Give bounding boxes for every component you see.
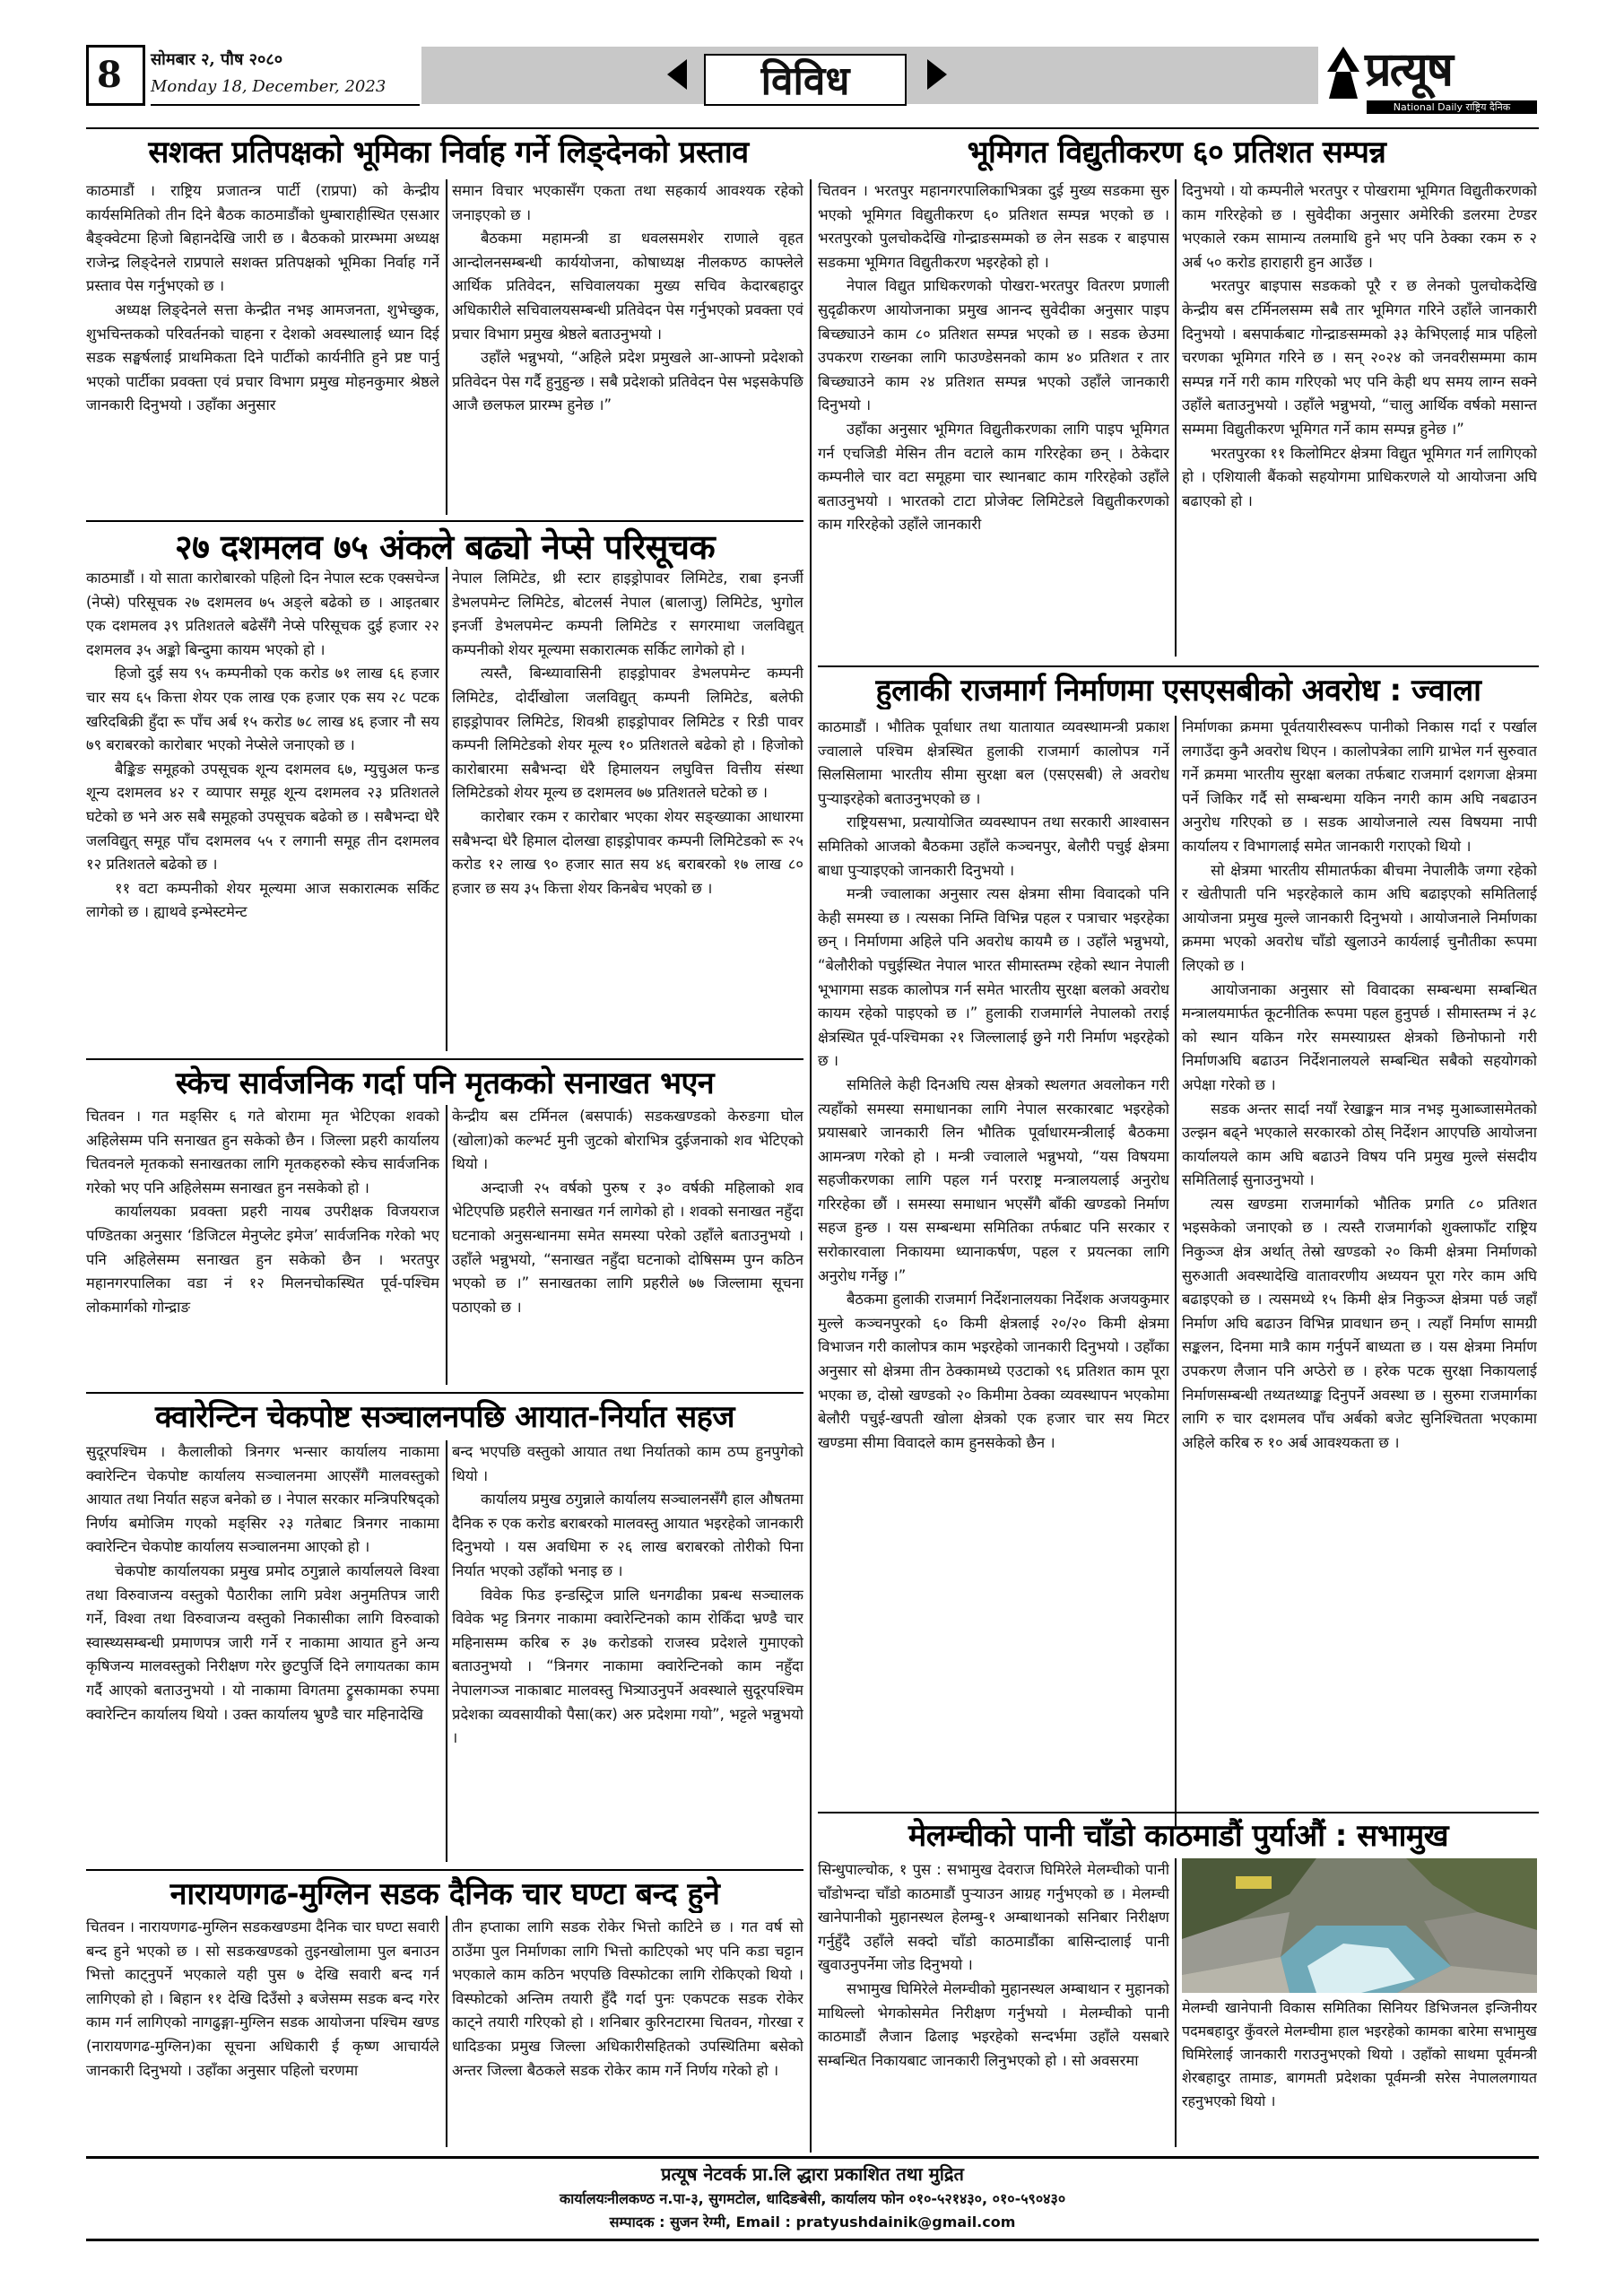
column-rule (1175, 179, 1177, 657)
paragraph: मन्त्री ज्वालाका अनुसार त्यस क्षेत्रमा सीमा विवादको पनि केही समस्या छ । त्यसका निम्ति विभिन्न पहल र पत्राचार भइरहेका छन् । निर्माणमा अहिले पनि अवरोध कायमै छ । उहाँले भन्नुभयो, “बेलौरीको पचुईस्थित नेपाल भारत सीमास्तम्भ रहेको स्थान नेपाली भूभागमा सडक कालोपत्र गर्न समेत भारतीय सुरक्षा बलको अवरोध कायम रहेको पाइएको छ ।” हुलाकी राजमार्गले नेपालको तराई क्षेत्रस्थित पूर्व-पश्चिमका २१ जिल्लालाई छुने गरी निर्माण भइरहेको छ । (818, 885, 1169, 1070)
paragraph: विवेक फिड इन्डस्ट्रिज प्रालि धनगढीका प्रबन्ध सञ्चालक विवेक भट्ट त्रिनगर नाकामा क्वारेन्टिनको काम रोकिँदा भ्रण्डै चार महिनासम्म करिब रु ३७ करोडको राजस्व प्रदेशले गुमाएको बताउनुभयो । “त्रिनगर नाकामा क्वारेन्टिनको काम नहुँदा नेपालगञ्ज नाकाबाट मालवस्तु भित्र्याउनुपर्ने अवस्थाले सुदूरपश्चिम प्रदेशका व्यवसायीको पैसा(कर) अरु प्रदेशमा गयो”, भट्टले भन्नुभयो । (452, 1586, 803, 1747)
paragraph: बैठकमा महामन्त्री डा धवलसमशेर राणाले वृहत आन्दोलनसम्बन्धी कार्ययोजना, कोषाध्यक्ष नीलकण्ठ काफ्लेले आर्थिक प्रतिवेदन, सचिवालयका मुख्य सचिव केदारबहादुर अधिकारीले सचिवालयसम्बन्धी प्रतिवेदन पेस गर्नुभएको प्रवक्ता एवं प्रचार विभाग प्रमुख श्रेष्ठले बताउनुभयो । (452, 230, 803, 343)
paragraph: अन्दाजी २५ वर्षको पुरुष र ३० वर्षकी महिलाको शव भेटिएपछि प्रहरीले सनाखत गर्न लागेको हो । शवको सनाखत नहुँदा घटनाको अनुसन्धानमा समेत समस्या परेको उहाँले बताउनुभयो । उहाँले भन्नुभयो, “सनाखत नहुँदा घटनाको दोषिसम्म पुग्न कठिन भएको छ ।” सनाखतका लागि प्रहरीले ७७ जिल्लामा सूचना पठाएको छ । (452, 1178, 803, 1316)
headline-5: नारायणगढ-मुग्लिन सडक दैनिक चार घण्टा बन्द हुने (169, 1876, 720, 1912)
column-rule (446, 179, 447, 515)
headline-7: हुलाकी राजमार्ग निर्माणमा एसएसबीको अवरोध : ज्वाला (875, 673, 1481, 709)
column-rule (1175, 1858, 1177, 2147)
article-7-col1 (818, 716, 1169, 1831)
paragraph: काठमाडौं । राष्ट्रिय प्रजातन्त्र पार्टी (राप्रपा) को केन्द्रीय कार्यसमितिको तीन दिने बैठक काठमाडौंको धुम्बाराहीस्थित एसआर बैङ्क्वेटमा हिजो बिहानदेखि जारी छ । बैठकको प्रारम्भमा अध्यक्ष राजेन्द्र लिङ्देनले राप्रपाले सशक्त प्रतिपक्षको भूमिका निर्वाह गर्ने प्रस्ताव पेस गर्नुभएको छ । (86, 182, 439, 295)
paragraph: काठमाडौं । भौतिक पूर्वाधार तथा यातायात व्यवस्थामन्त्री प्रकाश ज्वालाले पश्चिम क्षेत्रस्थित हुलाकी राजमार्ग कालोपत्र गर्ने सिलसिलामा भारतीय सीमा सुरक्षा बल (एसएसबी) ले अवरोध पुऱ्याइरहेको बताउनुभएको छ । (818, 718, 1169, 807)
paragraph: नेपाल लिमिटेड, थ्री स्टार हाइड्रोपावर लिमिटेड, राबा इनर्जी डेभलपमेन्ट लिमिटेड, बोटलर्स नेपाल (बालाजु) लिमिटेड, भुगोल इनर्जी डेभलपमेन्ट कम्पनी लिमिटेड र सगरमाथा जलविद्युत् कम्पनीको शेयर मूल्यमा सकारात्मक सर्किट लागेको हो । (452, 570, 803, 658)
article-3-col2 (452, 1105, 803, 1390)
article-4-col1 (86, 1440, 439, 1867)
paragraph: सिन्धुपाल्चोक, १ पुस : सभामुख देवराज घिमिरेले मेलम्चीको पानी चाँडोभन्दा चाँडो काठमाडौं पुऱ्याउन आग्रह गर्नुभएको छ । मेलम्ची खानेपानीको मुहानस्थल हेलम्बु-१ अम्बाथानको सनिबार निरीक्षण गर्नुहुँदै उहाँले सक्दो चाँडो काठमाडौंका बासिन्दालाई पानी खुवाउनुपर्नेमा जोड दिनुभयो । (818, 1861, 1169, 1974)
paragraph: निर्माणका क्रममा पूर्वतयारीस्वरूप पानीको निकास गर्दा र पर्खाल लगाउँदा कुनै अवरोध थिएन । कालोपत्रेका लागि ग्राभेल गर्न सुरुवात गर्ने क्रममा भारतीय सुरक्षा बलका तर्फबाट राजमार्ग दशगजा क्षेत्रमा पर्ने जिकिर गर्दै सो सम्बन्धमा यकिन नगरी काम अघि नबढाउन अनुरोध गरिएको छ । सडक आयोजनाले त्यस विषयमा नापी कार्यालय र विभागलाई समेत जानकारी गराएको थियो । (1182, 718, 1537, 855)
article-3-col1 (86, 1105, 439, 1390)
date-block (151, 47, 420, 106)
paragraph: बन्द भएपछि वस्तुको आयात तथा निर्यातको काम ठप्प हुनपुगेको थियो । (452, 1443, 803, 1484)
paragraph: चेकपोष्ट कार्यालयका प्रमुख प्रमोद ठगुन्नाले कार्यालयले विश्वा तथा विरुवाजन्य वस्तुको पैठारीका लागि प्रवेश अनुमतिपत्र जारी गर्ने, विश्वा तथा विरुवाजन्य वस्तुको निकासीका लागि विरुवाको स्वास्थ्यसम्बन्धी प्रमाणपत्र जारी गर्ने र नाकामा आयात हुने अन्य कृषिजन्य मालवस्तुको निरीक्षण गरेर छुटपुर्जि दिने लगायतका काम गर्दै आएको बताउनुभयो । यो नाकामा विगतमा ट्रुसकामका रुपमा क्वारेन्टिन कार्यालय थियो । उक्त कार्यालय भ्रुण्डै चार महिनादेखि (86, 1561, 439, 1723)
footer-rule (86, 2156, 1539, 2159)
divider (86, 520, 803, 522)
paragraph: काठमाडौं । यो साता कारोबारको पहिलो दिन नेपाल स्टक एक्सचेन्ज (नेप्से) परिसूचक २७ दशमलव ७५ अङ्ले बढेको छ । आइतबार एक दशमलव ३९ प्रतिशतले बढेसँगै नेप्से परिसूचक दुई हजार २२ दशमलव ३५ अङ्को बिन्दुमा कायम भएको हो । (86, 570, 439, 658)
paragraph: भरतपुर बाइपास सडकको पूरै र छ लेनको पुलचोकदेखि केन्द्रीय बस टर्मिनलसम्म सबै तार भूमिगत गरिने उहाँले जानकारी दिनुभयो । बसपार्कबाट गोन्द्राङसम्मको ३३ केभिएलाई मात्र पहिलो चरणका भूमिगत गरिने छ । सन् २०२४ को जनवरीसम्ममा काम सम्पन्न गर्ने गरी काम गरिएको भए पनि केही थप समय लाग्न सक्ने उहाँले बताउनुभयो । उहाँले भन्नुभयो, “चालु आर्थिक वर्षको मसान्त सम्ममा विद्युतीकरण भूमिगत गर्ने काम सम्पन्न हुनेछ ।” (1182, 277, 1537, 438)
paragraph: कारोबार रकम र कारोबार भएका शेयर सङ्ख्याका आधारमा सबैभन्दा धेरै हिमाल दोलखा हाइड्रोपावर कम्पनी लिमिटेडको रू २५ करोड १२ लाख ९० हजार सात सय ४६ बराबरको १७ लाख ८० हजार छ सय ३५ कित्ता शेयर किनबेच भएको छ । (452, 807, 803, 897)
paragraph: त्यस खण्डमा राजमार्गको भौतिक प्रगति ८० प्रतिशत भइसकेको जनाएको छ । त्यस्तै राजमार्गको शुक्लाफाँट राष्ट्रिय निकुञ्ज क्षेत्र अर्थात् तेस्रो खण्डको २० किमी क्षेत्रमा निर्माणको सुरुआती अवस्थादेखि वातावरणीय अध्ययन पूरा गरेर काम अघि बढाइएको छ । त्यसमध्ये १५ किमी क्षेत्र निकुञ्ज क्षेत्रमा पर्छ जहाँ निर्माण अघि बढाउन विभिन्न प्रावधान छन् । त्यहाँ निर्माण सामग्री सङ्कलन, दिनमा मात्रै काम गर्नुपर्ने बाध्यता छ । यस क्षेत्रमा निर्माण उपकरण लैजान पनि अप्ठेरो छ । हरेक पटक सुरक्षा निकायलाई निर्माणसम्बन्धी तथ्यतथ्याङ्क दिनुपर्ने अवस्था छ । सुरुमा राजमार्गका लागि रु चार दशमलव पाँच अर्बको बजेट सुनिश्चितता भएकामा अहिले करिब रु १० अर्ब आवश्यकता छ । (1182, 1195, 1537, 1451)
footer-editor-email: सम्पादक : सुजन रेग्मी, Email : pratyushdainik@gmail.com (609, 2213, 1016, 2231)
headline-3: स्केच सार्वजनिक गर्दा पनि मृतकको सनाखत भएन (175, 1065, 715, 1101)
column-rule (446, 1916, 447, 2147)
divider (86, 1869, 803, 1871)
paragraph: समितिले केही दिनअघि त्यस क्षेत्रको स्थलगत अवलोकन गरी त्यहाँको समस्या समाधानका लागि नेपाल सरकारबाट भइरहेको प्रयासबारे जानकारी लिन भौतिक पूर्वाधारमन्त्रीलाई बैठकमा आमन्त्रण गरेको हो । मन्त्री ज्वालाले भन्नुभयो, “यस विषयमा सहजीकरणका लागि पहल गर्न परराष्ट्र मन्त्रालयलाई अनुरोध गरिरहेका छौं । समस्या समाधान भएसँगै बाँकी खण्डको निर्माण सहज हुन्छ । यस सम्बन्धमा समितिका तर्फबाट पनि सरकार र सरोकारवाला निकायमा ध्यानाकर्षण, पहल र प्रयत्नका लागि अनुरोध गर्नेछु ।” (818, 1075, 1169, 1284)
paragraph: भरतपुरका ११ किलोमिटर क्षेत्रमा विद्युत भूमिगत गर्न लागिएको हो । एशियाली बैंकको सहयोगमा प्राधिकरणले यो आयोजना अघि बढाएको हो । (1182, 444, 1537, 509)
paragraph: उहाँले भन्नुभयो, “अहिले प्रदेश प्रमुखले आ-आफ्नो प्रदेशको प्रतिवेदन पेस गर्दै हुनुहुन्छ । सबै प्रदेशको प्रतिवेदन पेस भइसकेपछि आजै छलफल प्रारम्भ हुनेछ ।” (452, 349, 803, 414)
article-5-col1 (86, 1916, 439, 2152)
article-4-col2 (452, 1440, 803, 1867)
headline-8: मेलम्चीको पानी चाँडो काठमाडौं पुर्याऔं : सभामुख (908, 1818, 1449, 1854)
melamchi-river-photo (1182, 1858, 1537, 1993)
article-1-col1 (86, 179, 439, 518)
paragraph: सभामुख घिमिरेले मेलम्चीको मुहानस्थल अम्बाथान र मुहानको माथिल्लो भेगकोसमेत निरीक्षण गर्नुभयो । मेलम्चीको पानी काठमाडौं लैजान ढिलाइ भइरहेको सन्दर्भमा उहाँले यसबारे सम्बन्धित निकायबाट जानकारी लिनुभएको हो । सो अवसरमा (818, 1979, 1169, 2069)
headline-1: सशक्त प्रतिपक्षको भूमिका निर्वाह गर्ने लिङ्देनको प्रस्ताव (148, 135, 749, 170)
article-6-col2 (1182, 179, 1537, 662)
headline-6: भूमिगत विद्युतीकरण ६० प्रतिशत सम्पन्न (967, 135, 1386, 170)
paragraph: आयोजनाका अनुसार सो विवादका सम्बन्धमा सम्बन्धित मन्त्रालयमार्फत कूटनीतिक रूपमा पहल हुनुपर्छ । सीमास्तम्भ नं ३८ को स्थान यकिन गरेर समस्याग्रस्त क्षेत्रको छिनोफानो गरी निर्माणअघि बढाउन निर्देशनालयले सम्बन्धित सबैको सहयोगको अपेक्षा गरेको छ । (1182, 980, 1537, 1093)
page-number: 8 (97, 54, 122, 96)
paragraph: हिजो दुई सय ९५ कम्पनीको एक करोड ७१ लाख ६६ हजार चार सय ६५ कित्ता शेयर एक लाख एक हजार एक सय २८ पटक खरिदबिक्री हुँदा रू पाँच अर्ब १५ करोड ७८ लाख ४६ हजार नौ सय ७९ बराबरको कारोबार भएको नेप्सेले जनाएको छ । (86, 665, 439, 754)
paragraph: बैङ्किङ समूहको उपसूचक शून्य दशमलव ६७, म्युचुअल फन्ड शून्य दशमलव ४२ र व्यापार समूह शून्य दशमलव २३ प्रतिशतले घटेको छ भने अरु सबै समूहको उपसूचक बढेको छ । सबैभन्दा धेरै जलविद्युत् समूह पाँच दशमलव ५५ र लगानी समूह तीन दशमलव १२ प्रतिशतले बढेको छ । (86, 760, 439, 874)
paragraph: नेपाल विद्युत प्राधिकरणको पोखरा-भरतपुर वितरण प्रणाली सुदृढीकरण आयोजनाका प्रमुख आनन्द सुवेदीका अनुसार पाइप बिच्छ्याउने काम ८० प्रतिशत सम्पन्न भएको छ । सडक छेउमा उपकरण राख्नका लागि फाउण्डेसनको काम ४० प्रतिशत र तार बिच्छ्याउने काम २४ प्रतिशत सम्पन्न भएको उहाँले जानकारी दिनुभयो । (818, 277, 1169, 414)
center-column-rule (810, 179, 812, 2152)
column-rule (446, 1440, 447, 1862)
divider (86, 1058, 803, 1060)
paragraph: चितवन । भरतपुर महानगरपालिकाभित्रका दुई मुख्य सडकमा सुरु भएको भूमिगत विद्युतीकरण ६० प्रतिशत सम्पन्न भएको छ । भरतपुरको पुलचोकदेखि गोन्द्राङसम्मको छ लेन सडक र बाइपास सडकमा भूमिगत विद्युतीकरण भइरहेको हो । (818, 182, 1169, 271)
column-rule (446, 1105, 447, 1385)
logo-wordmark: प्रत्यूष (1365, 42, 1452, 97)
logo-emblem (1324, 45, 1363, 102)
paragraph: सडक अन्तर सार्दा नयाँ रेखाङ्कन मात्र नभइ मुआब्जासमेतको उल्झन बढ्ने भएकाले सरकारको ठोस् निर्देशन आएपछि आयोजना कार्यालयले काम अघि बढाउने विषय पनि प्रमुख मुल्ले संसदीय समितिलाई सुनाउनुभयो । (1182, 1100, 1537, 1189)
divider (86, 127, 1539, 129)
paragraph: बैठकमा हुलाकी राजमार्ग निर्देशनालयका निर्देशक अजयकुमार मुल्ले कञ्चनपुरको ६० किमी क्षेत्रलाई २०/२० किमी क्षेत्रमा विभाजन गरी कालोपत्र काम भइरहेको जानकारी दिनुभयो । उहाँका अनुसार सो क्षेत्रमा तीन ठेक्कामध्ये एउटाको ९६ प्रतिशत काम पूरा भएका छ, दोस्रो खण्डको २० किमीमा ठेक्का व्यवस्थापन भएकोमा बेलौरी पचुई-खपती खोला क्षेत्रको एक हजार चार सय मिटर खण्डमा सीमा विवादले काम हुनसकेको छैन । (818, 1291, 1169, 1451)
column-rule (1175, 716, 1177, 1826)
headline-2: २७ दशमलव ७५ अंकले बढ्यो नेप्से परिसूचक (174, 527, 716, 567)
article-2-col1 (86, 567, 439, 1057)
paragraph: कार्यालय प्रमुख ठगुन्नाले कार्यालय सञ्चालनसँगै हाल औषतमा दैनिक रु एक करोड बराबरको मालवस्तु आयात भइरहेको जानकारी दिनुभयो । यस अवधिमा रु २६ लाख बराबरको तोरीको पिना निर्यात भएको उहाँको भनाइ छ । (452, 1491, 803, 1579)
paragraph: सुदूरपश्चिम । कैलालीको त्रिनगर भन्सार कार्यालय नाकामा क्वारेन्टिन चेकपोष्ट कार्यालय सञ्चालनमा आएसँगै मालवस्तुको आयात तथा निर्यात सहज बनेको छ । नेपाल सरकार मन्त्रिपरिषद्को निर्णय बमोजिम गएको मङ्सिर २३ गतेबाट त्रिनगर नाकामा क्वारेन्टिन चेकपोष्ट कार्यालय सञ्चालनमा आएको हो । (86, 1443, 439, 1556)
divider (86, 1392, 803, 1394)
paragraph: अध्यक्ष लिङ्देनले सत्ता केन्द्रीत नभइ आमजनता, शुभेच्छुक, शुभचिन्तकको परिवर्तनको चाहना र देशको अवस्थालाई ध्यान दिई सडक सङ्घर्षलाई प्राथमिकता दिने पार्टीको कार्यनीति हुने प्रष्ट पार्नु भएको पार्टीका प्रवक्ता एवं प्रचार विभाग प्रमुख मोहनकुमार श्रेष्ठले जानकारी दिनुभयो । उहाँका अनुसार (86, 300, 439, 414)
paragraph: केन्द्रीय बस टर्मिनल (बसपार्क) सडकखण्डको केरुङगा घोल (खोला)को कल्भर्ट मुनी जुटको बोराभित्र दुईजनाको शव भेटिएको थियो । (452, 1108, 803, 1173)
paragraph: ११ वटा कम्पनीको शेयर मूल्यमा आज सकारात्मक सर्किट लागेको छ । ह्याथवे इन्भेस्टमेन्ट (86, 879, 439, 921)
footer-publisher: प्रत्यूष नेटवर्क प्रा.लि द्धारा प्रकाशित तथा मुद्रित (661, 2163, 964, 2185)
paragraph: दिनुभयो । यो कम्पनीले भरतपुर र पोखरामा भूमिगत विद्युतीकरणको काम गरिरहेको छ । सुवेदीका अनुसार अमेरिकी डलरमा टेण्डर भएकाले रकम सामान्य तलमाथि हुने भए पनि ठेक्का रकम रु २ अर्ब ५० करोड हाराहारी हुन आउँछ । (1182, 182, 1537, 271)
date-nepali: सोमबार २, पौष २०८० (151, 50, 283, 69)
paragraph: सो क्षेत्रमा भारतीय सीमातर्फका बीचमा नेपालीकै जग्गा रहेको र खेतीपाती पनि भइरहेकाले काम अघि बढाइएको समितिलाई आयोजना प्रमुख मुल्ले जानकारी दिनुभयो । आयोजनाले निर्माणका क्रममा भएको अवरोध चाँडो खुलाउने कार्यलाई चुनौतीका रूपमा लिएको छ । (1182, 861, 1537, 974)
column-rule (446, 567, 447, 1051)
date-english: Monday 18, December, 2023 (151, 77, 386, 96)
paragraph: राष्ट्रियसभा, प्रत्यायोजित व्यवस्थापन तथा सरकारी आश्वासन समितिको आजको बैठकमा उहाँले कञ्चनपुर, बेलौरी पचुई क्षेत्रमा बाधा पुऱ्याइएको जानकारी दिनुभयो । (818, 813, 1169, 879)
section-label: विविध (760, 58, 850, 104)
paragraph: चितवन । नारायणगढ-मुग्लिन सडकखण्डमा दैनिक चार घण्टा सवारी बन्द हुने भएको छ । सो सडकखण्डको तुइनखोलामा पुल बनाउन भित्तो काट्नुपर्ने भएकाले यही पुस ७ देखि सवारी बन्द गर्न लागिएको हो । बिहान ११ देखि दिउँसो ३ बजेसम्म सडक बन्द गरेर काम गर्न लागिएको नागढुङ्गा-मुग्लिन सडक आयोजना पश्चिम खण्ड (नारायणगढ-मुग्लिन)का सूचना अधिकारी ई कृष्ण आचार्यले जानकारी दिनुभयो । उहाँका अनुसार पहिलो चरणमा (86, 1918, 439, 2079)
river-gorge-illustration (1182, 1858, 1537, 1993)
paragraph: कार्यालयका प्रवक्ता प्रहरी नायब उपरीक्षक विजयराज पण्डितका अनुसार ‘डिजिटल मेनुप्लेट इमेज’ सार्वजनिक गरेको भए पनि अहिलेसम्म सनाखत हुन सकेको छैन । भरतपुर महानगरपालिका वडा नं १२ मिलनचोकस्थित पूर्व-पश्चिम लोकमार्गको गोन्द्राङ (86, 1203, 439, 1316)
paragraph: उहाँका अनुसार भूमिगत विद्युतीकरणका लागि पाइप भूमिगत गर्न एचजिडी मेसिन तीन वटाले काम गरिरहेका छन् । ठेकेदार कम्पनीले चार वटा समूहमा चार स्थानबाट काम गरिरहेको उहाँले बताउनुभयो । भारतको टाटा प्रोजेक्ट लिमिटेडले विद्युतीकरणको काम गरिरहेको उहाँले जानकारी (818, 420, 1169, 534)
footer-bottom-rule (86, 2239, 1539, 2241)
section-right-arrow (927, 59, 947, 90)
logo-subtitle: National Daily राष्ट्रिय दैनिक (1367, 100, 1537, 114)
article-2-col2 (452, 567, 803, 1057)
headline-4: क्वारेन्टिन चेकपोष्ट सञ्चालनपछि आयात-निर्यात सहज (154, 1399, 735, 1435)
divider (818, 665, 1539, 667)
logo (1324, 41, 1539, 113)
article-1-col2 (452, 179, 803, 518)
section-left-arrow (667, 59, 687, 90)
footer-address: कार्यालयःनीलकण्ठ न.पा-३, सुगमटोल, धादिङबेसी, कार्यालय फोन ०१०-५२१४३०, ०१०-५९०४३० (559, 2190, 1066, 2207)
article-7-col2 (1182, 716, 1537, 1831)
article-5-col2 (452, 1916, 803, 2152)
paragraph: चितवन । गत मङ्सिर ६ गते बोरामा मृत भेटिएका शवको अहिलेसम्म पनि सनाखत हुन सकेको छैन । जिल्ला प्रहरी कार्यालय चितवनले मृतकको सनाखतका लागि मृतकहरुको स्केच सार्वजनिक गरेको भए पनि अहिलेसम्म सनाखत हुन नसकेको हो । (86, 1108, 439, 1196)
paragraph: तीन हप्ताका लागि सडक रोकेर भित्तो काटिने छ । गत वर्ष सो ठाउँमा पुल निर्माणका लागि भित्तो काटिएको भए पनि कडा चट्टान भएकाले काम कठिन भएपछि विस्फोटका लागि रोकिएको थियो । विस्फोटको अन्तिम तयारी हुँदै गर्दा पुनः एकपटक सडक रोकेर काट्ने तयारी गरिएको हो । शनिबार कुरिनटारमा चितवन, गोरखा र धादिङका प्रमुख जिल्ला अधिकारीसहितको उपस्थितिमा बसेको अन्तर जिल्ला बैठकले सडक रोकेर काम गर्ने निर्णय गरेको हो । (452, 1918, 803, 2079)
article-6-col1 (818, 179, 1169, 662)
paragraph: समान विचार भएकासँग एकता तथा सहकार्य आवश्यक रहेको जनाइएको छ । (452, 182, 803, 223)
photo-caption: मेलम्ची खानेपानी विकास समितिका सिनियर डिभिजनल इन्जिनीयर पदमबहादुर कुँवरले मेलम्चीमा हाल भइरहेको कामका बारेमा सभामुख घिमिरेलाई जानकारी गराउनुभएको थियो । उहाँको साथमा पूर्वमन्त्री शेरबहादुर तामाङ, बागमती प्रदेशका पूर्वमन्त्री सरेस नेपाललगायत रहनुभएको थियो । (1182, 1999, 1537, 2109)
paragraph: त्यस्तै, बिन्ध्यावासिनी हाइड्रोपावर डेभलपमेन्ट कम्पनी लिमिटेड, दोर्दीखोला जलविद्युत् कम्पनी लिमिटेड, बलेफी हाइड्रोपावर लिमिटेड, शिवश्री हाइड्रोपावर लिमिटेड र रिडी पावर कम्पनी लिमिटेडको शेयर मूल्य १० प्रतिशतले बढेको हो । हिजोको कारोबारमा सबैभन्दा धेरै हिमालयन लघुवित्त वित्तीय संस्था लिमिटेडको शेयर मूल्य छ दशमलव ७७ प्रतिशतले घटेको छ । (452, 665, 803, 802)
article-8-col1 (818, 1858, 1169, 2152)
